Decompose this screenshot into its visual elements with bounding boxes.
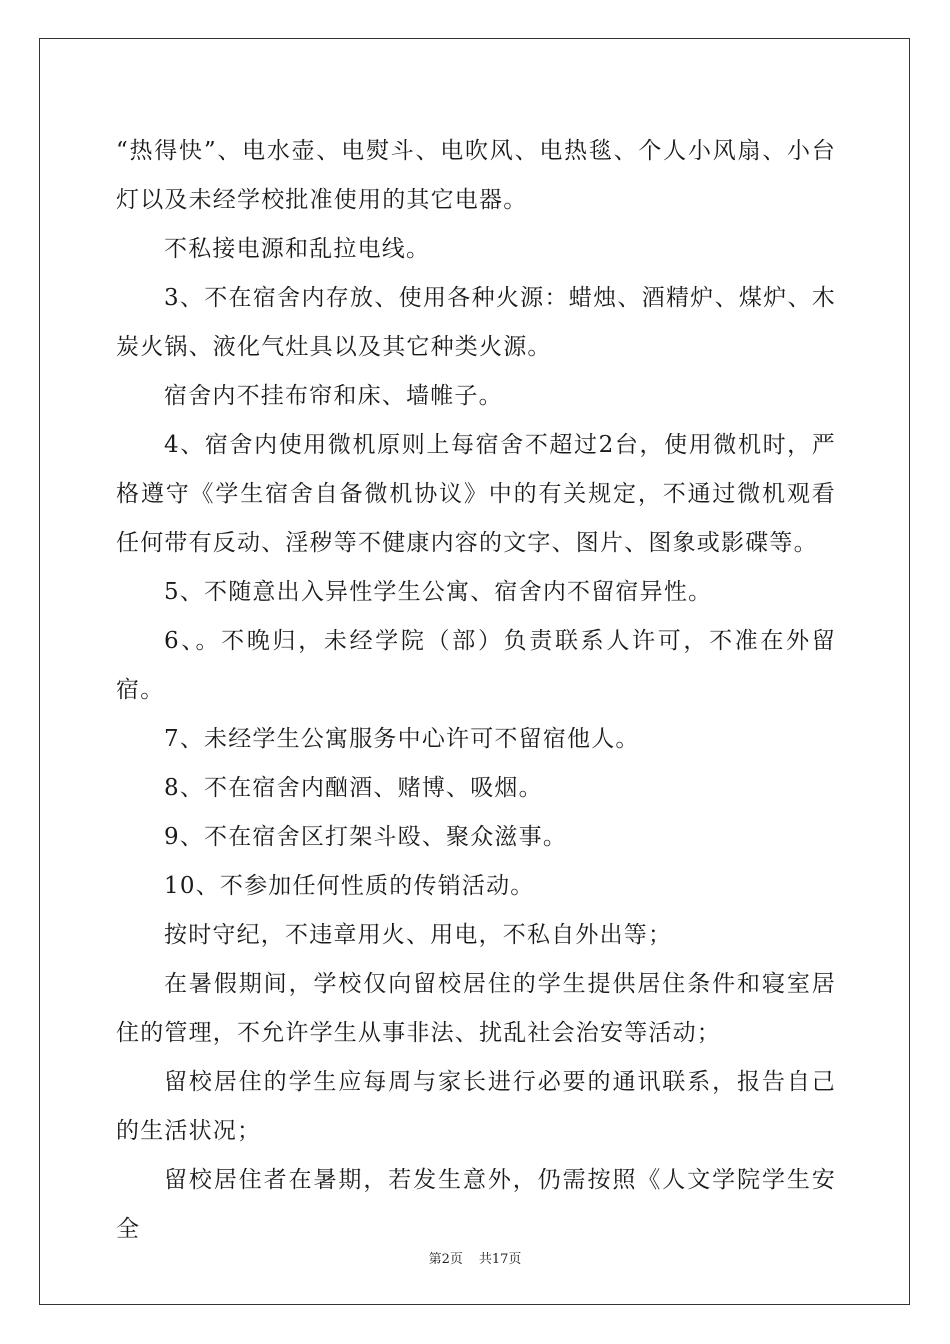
paragraph-15: 留校居住者在暑期，若发生意外，仍需按照《人文学院学生安全 bbox=[116, 1167, 836, 1242]
paragraph-7: 6、。不晚归，未经学院（部）负责联系人许可，不准在外留宿。 bbox=[116, 628, 836, 703]
paragraph-2: 不私接电源和乱拉电线。 bbox=[164, 236, 431, 262]
document-body bbox=[116, 127, 836, 1254]
page-total: 共17页 bbox=[478, 1252, 522, 1267]
paragraph-11: 10、不参加任何性质的传销活动。 bbox=[164, 873, 535, 899]
paragraph-14: 留校居住的学生应每周与家长进行必要的通讯联系，报告自己的生活状况； bbox=[116, 1069, 836, 1144]
paragraph-4: 宿舍内不挂布帘和床、墙帷子。 bbox=[164, 383, 503, 409]
paragraph-3: 3、不在宿舍内存放、使用各种火源：蜡烛、酒精炉、煤炉、木炭火锅、液化气灶具以及其它种类火源。 bbox=[116, 285, 836, 360]
paragraph-5: 4、宿舍内使用微机原则上每宿舍不超过2台，使用微机时，严格遵守《学生宿舍自备微机协议》中的有关规定，不通过微机观看任何带有反动、淫秽等不健康内容的文字、图片、图象或影碟等。 bbox=[116, 432, 836, 556]
paragraph-1: “热得快”、电水壶、电熨斗、电吹风、电热毯、个人小风扇、小台灯以及未经学校批准使用的其它电器。 bbox=[116, 138, 836, 213]
paragraph-12: 按时守纪，不违章用火、用电，不私自外出等； bbox=[164, 922, 673, 948]
paragraph-13: 在暑假期间，学校仅向留校居住的学生提供居住条件和寝室居住的管理，不允许学生从事非法、扰乱社会治安等活动； bbox=[116, 971, 836, 1046]
paragraph-8: 7、未经学生公寓服务中心许可不留宿他人。 bbox=[164, 726, 640, 752]
paragraph-9: 8、不在宿舍内酗酒、赌博、吸烟。 bbox=[164, 775, 543, 801]
paragraph-10: 9、不在宿舍区打架斗殴、聚众滋事。 bbox=[164, 824, 568, 850]
page-number: 第2页 bbox=[428, 1252, 463, 1267]
paragraph-6: 5、不随意出入异性学生公寓、宿舍内不留宿异性。 bbox=[164, 579, 713, 605]
page-footer bbox=[0, 1248, 950, 1267]
